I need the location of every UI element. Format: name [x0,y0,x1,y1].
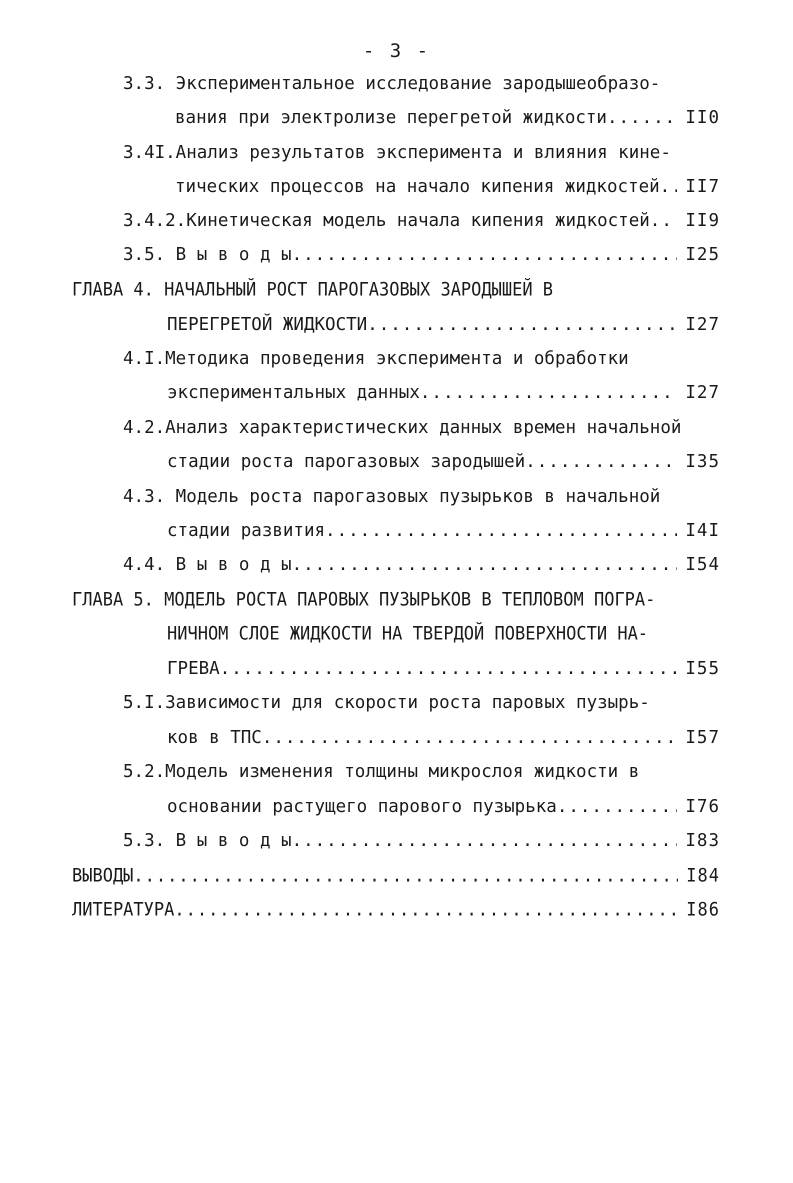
toc-page-number: I54 [685,555,720,575]
toc-entry-4-2-line-1 [123,416,723,440]
toc-leader-dots [650,209,678,233]
toc-entry-text: экспериментальных данных [167,383,420,403]
toc-entry-text: ков в ТПС [167,728,262,748]
toc-chapter-5-line-3 [167,657,720,681]
toc-entry-text: тических процессов на начало кипения жидкостей [175,177,660,197]
toc-page-number: I4I [685,521,720,541]
toc-page-number: I57 [685,728,720,748]
toc-entry-text: 3.3. Экспериментальное исследование зародышеобразо- [123,74,661,94]
toc-page-number: II7 [685,177,720,197]
toc-leader-dots [292,553,678,577]
toc-page-number: I25 [685,245,720,265]
toc-conclusions [72,863,720,889]
toc-page-number: I83 [685,831,720,851]
toc-entry-5-1-line-2 [167,726,720,750]
toc-entry-3-4-1-line-2 [175,175,720,199]
toc-entry-text: вания при электролизе перегретой жидкости [175,108,607,128]
toc-page-number: II9 [685,211,720,231]
toc-entry-text: основании растущего парового пузырька [167,797,557,817]
toc-leader-dots [607,106,677,130]
toc-entry-text: 4.4. В ы в о д ы [123,555,292,575]
toc-entry-3-4-2 [123,209,720,233]
toc-entry-text: 4.2.Анализ характеристических данных времен начальной [123,418,682,438]
toc-entry-5-1-line-1 [123,691,723,715]
toc-entry-text: 4.3. Модель роста парогазовых пузырьков в начальной [123,487,661,507]
toc-chapter-4-line-2 [167,313,720,337]
toc-leader-dots [557,795,678,819]
toc-page-number: I76 [685,797,720,817]
toc-leader-dots [174,897,678,923]
toc-entry-3-3-line-1 [123,72,723,96]
toc-entry-4-1-line-1 [123,347,723,371]
toc-chapter-text: ПЕРЕГРЕТОЙ ЖИДКОСТИ [167,315,368,335]
toc-entry-4-2-line-2 [167,450,720,474]
toc-entry-5-2-line-2 [167,795,720,819]
toc-entry-text: 4.I.Методика проведения эксперимента и обработки [123,349,629,369]
toc-entry-3-3-line-2 [175,106,720,130]
toc-leader-dots [220,657,678,681]
toc-entry-text: ЛИТЕРАТУРА [72,899,175,921]
toc-entry-4-3-line-2 [167,519,720,543]
toc-entry-5-3 [123,829,720,853]
toc-chapter-text: ГЛАВА 5. МОДЕЛЬ РОСТА ПАРОВЫХ ПУЗЫРЬКОВ В ТЕПЛОВОМ ПОГРА- [72,589,656,611]
toc-leader-dots [367,313,677,337]
toc-literature [72,897,720,923]
toc-page-number: I27 [685,315,720,335]
toc-entry-4-1-line-2 [167,381,720,405]
toc-entry-3-5 [123,243,720,267]
toc-entry-3-4-1-line-1 [123,141,723,165]
toc-chapter-text: ГЛАВА 4. НАЧАЛЬНЫЙ РОСТ ПАРОГАЗОВЫХ ЗАРОДЫШЕЙ В [72,279,554,301]
toc-chapter-4-line-1 [72,277,722,303]
toc-chapter-text: ГРЕВА [167,659,220,679]
toc-entry-5-2-line-1 [123,760,723,784]
toc-entry-text: 3.4I.Анализ результатов эксперимента и влияния кине- [123,143,671,163]
toc-page-number: I84 [686,865,720,887]
toc-page-number: II0 [685,108,720,128]
toc-entry-4-4 [123,553,720,577]
toc-leader-dots [325,519,677,543]
toc-page-number: I55 [685,659,720,679]
page-number: - 3 - [362,40,431,62]
toc-page-number: I35 [685,452,720,472]
toc-page-number: I27 [685,383,720,403]
toc-leader-dots [292,243,678,267]
toc-leader-dots [292,829,678,853]
toc-leader-dots [133,863,678,889]
toc-entry-text: 5.3. В ы в о д ы [123,831,292,851]
toc-chapter-text: НИЧНОМ СЛОЕ ЖИДКОСТИ НА ТВЕРДОЙ ПОВЕРХНОСТИ НА- [167,623,649,645]
toc-leader-dots [262,726,678,750]
toc-entry-text: 5.I.Зависимости для скорости роста паровых пузырь- [123,693,650,713]
toc-entry-text: ВЫВОДЫ [72,865,134,887]
toc-entry-text: стадии развития [167,521,326,541]
toc-chapter-5-line-2 [167,621,723,647]
toc-page-number: I86 [686,899,720,921]
toc-entry-text: стадии роста парогазовых зародышей [167,452,526,472]
toc-entry-text: 5.2.Модель изменения толщины микрослоя жидкости в [123,762,640,782]
toc-entry-text: 3.5. В ы в о д ы [123,245,292,265]
toc-leader-dots [525,450,677,474]
toc-entry-text: 3.4.2.Кинетическая модель начала кипения жидкостей [123,211,650,231]
toc-entry-4-3-line-1 [123,485,723,509]
toc-leader-dots [420,381,678,405]
toc-chapter-5-line-1 [72,587,722,613]
toc-leader-dots [660,175,678,199]
